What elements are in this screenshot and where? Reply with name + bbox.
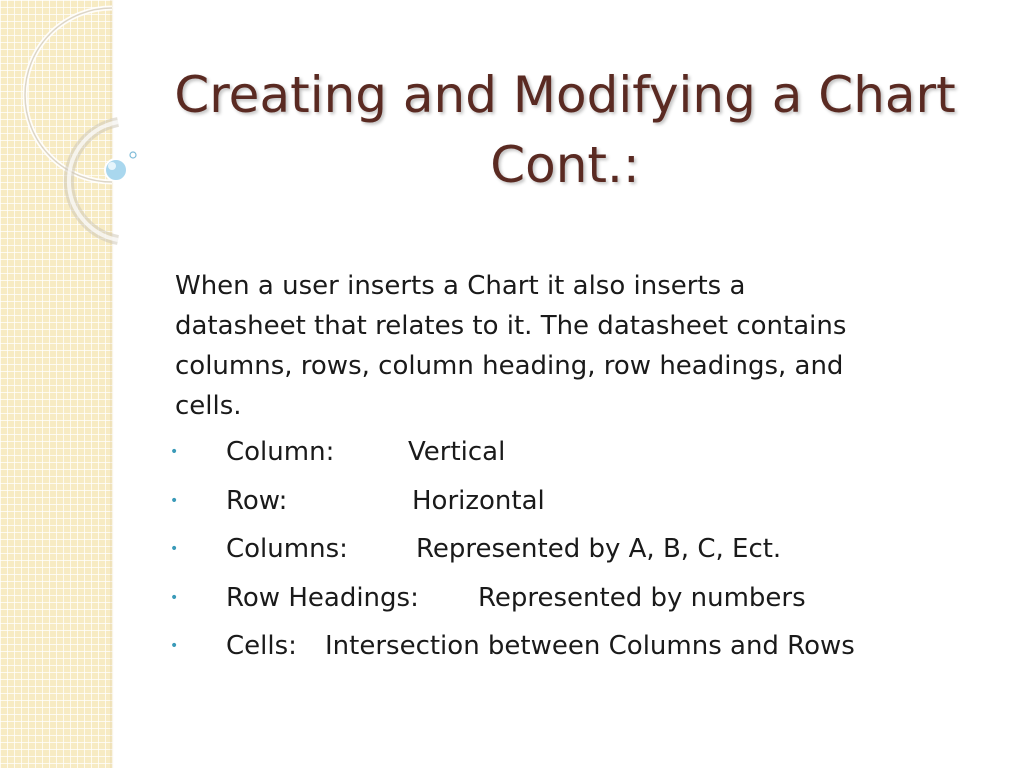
bullet-description: Horizontal bbox=[412, 485, 545, 516]
bullet-item-row bbox=[170, 481, 1000, 530]
paragraph-line: When a user inserts a Chart it also inserts a bbox=[175, 271, 746, 301]
bullet-item-row-headings bbox=[170, 578, 1000, 627]
paragraph-line: datasheet that relates to it. The datasheet contains bbox=[175, 311, 847, 341]
bullet-term: Columns: bbox=[226, 534, 348, 564]
slide-title bbox=[150, 60, 980, 200]
bullet-item-cells bbox=[170, 626, 1000, 675]
slide-paragraph bbox=[175, 266, 975, 426]
bullet-item-column bbox=[170, 432, 1000, 481]
bullet-description: Intersection between Columns and Rows bbox=[325, 631, 855, 661]
slide-title-line-1: Creating and Modifying a Chart bbox=[174, 66, 956, 124]
bullet-item-columns bbox=[170, 529, 1000, 578]
slide-title-line-2: Cont.: bbox=[490, 136, 640, 194]
bullet-term: Row: bbox=[226, 485, 288, 516]
bullet-description: Vertical bbox=[408, 437, 506, 467]
bullet-list bbox=[170, 432, 1000, 675]
bullet-icon: • bbox=[170, 638, 179, 654]
bullet-description: Represented by A, B, C, Ect. bbox=[416, 534, 782, 564]
paragraph-line: cells. bbox=[175, 391, 242, 421]
bullet-term: Column: bbox=[226, 437, 335, 467]
bullet-description: Represented by numbers bbox=[478, 582, 806, 613]
bullet-icon: • bbox=[170, 492, 179, 509]
bullet-term: Row Headings: bbox=[226, 582, 419, 613]
bullet-term: Cells: bbox=[226, 631, 297, 661]
bullet-icon: • bbox=[170, 589, 179, 606]
bullet-icon: • bbox=[170, 541, 179, 557]
paragraph-line: columns, rows, column heading, row headings, and bbox=[175, 351, 844, 381]
bullet-icon: • bbox=[170, 444, 179, 460]
